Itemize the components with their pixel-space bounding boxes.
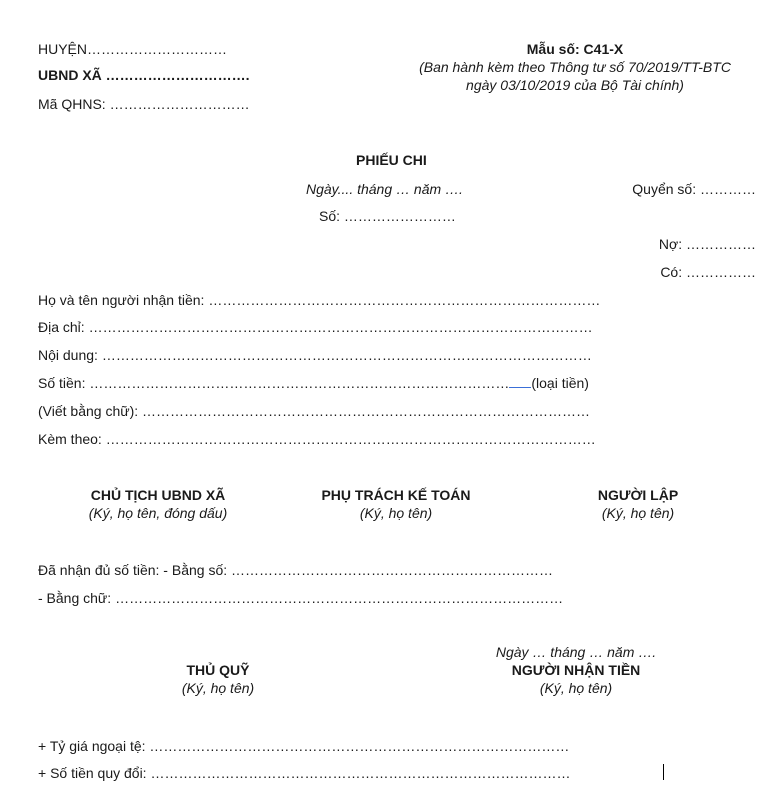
converted-amount-line: + Số tiền quy đổi: ……………………………………………………………………………… <box>38 765 571 781</box>
signature-cashier <box>108 661 328 697</box>
voucher-debit: Nợ: …………… <box>658 236 756 252</box>
attached-field: Kèm theo: …………………………………………………………………………………………… <box>38 431 596 447</box>
exchange-rate-line: + Tỷ giá ngoại tệ: ……………………………………………………………………………… <box>38 738 570 754</box>
form-number: Mẫu số: C41-X <box>526 41 624 57</box>
voucher-credit: Có: …………… <box>660 264 756 280</box>
amount-field <box>38 374 589 392</box>
signature-cashier-title: THỦ QUỸ <box>186 662 250 678</box>
signature-accountant-note: (Ký, họ tên) <box>359 505 433 521</box>
signature-preparer <box>528 486 748 522</box>
voucher-date: Ngày.... tháng … năm …. <box>306 181 463 197</box>
issued-line-1: (Ban hành kèm theo Thông tư số 70/2019/TT-BTC <box>419 59 731 75</box>
signature-chairman-title: CHỦ TỊCH UBND XÃ <box>90 487 226 503</box>
signature-preparer-note: (Ký, họ tên) <box>601 505 675 521</box>
district-line: HUYỆN………………………… <box>38 41 228 57</box>
signature-recipient-title: NGƯỜI NHẬN TIỀN <box>511 662 641 678</box>
signature-chairman-note: (Ký, họ tên, đóng dấu) <box>88 505 228 521</box>
issued-line-2: ngày 03/10/2019 của Bộ Tài chính) <box>466 77 684 93</box>
signature-accountant <box>286 486 506 522</box>
voucher-title: PHIẾU CHI <box>356 152 427 168</box>
voucher-book-no: Quyển số: ………… <box>632 181 756 197</box>
address-field: Địa chỉ: ……………………………………………………………………………………………… <box>38 319 593 335</box>
bottom-date: Ngày … tháng … năm …. <box>495 644 657 660</box>
received-by-words: - Bằng chữ: …………………………………………………………………………………… <box>38 590 564 606</box>
budget-code-line: Mã QHNS: ………………………… <box>38 96 250 112</box>
signature-chairman <box>48 486 268 522</box>
amount-label: Số tiền: ……………………………………………………………………………… <box>38 375 510 391</box>
content-field: Nội dung: …………………………………………………………………………………………… <box>38 347 592 363</box>
text-cursor <box>663 764 664 780</box>
recipient-field: Họ và tên người nhận tiền: ………………………………………………………………………… <box>38 292 601 308</box>
signature-accountant-title: PHỤ TRÁCH KẾ TOÁN <box>321 487 471 503</box>
received-by-number: Đã nhận đủ số tiền: - Bằng số: …………………………………………………………… <box>38 562 554 578</box>
signature-recipient <box>466 661 686 697</box>
signature-preparer-title: NGƯỜI LẬP <box>597 487 679 503</box>
signature-recipient-note: (Ký, họ tên) <box>539 680 613 696</box>
voucher-number: Số: …………………… <box>319 208 456 224</box>
amount-words-field: (Viết bằng chữ): …………………………………………………………………………………… <box>38 403 591 419</box>
amount-suffix: (loại tiền) <box>531 375 589 391</box>
signature-cashier-note: (Ký, họ tên) <box>181 680 255 696</box>
link-underline <box>509 387 531 388</box>
commune-line: UBND XÃ …………………………. <box>38 67 250 83</box>
